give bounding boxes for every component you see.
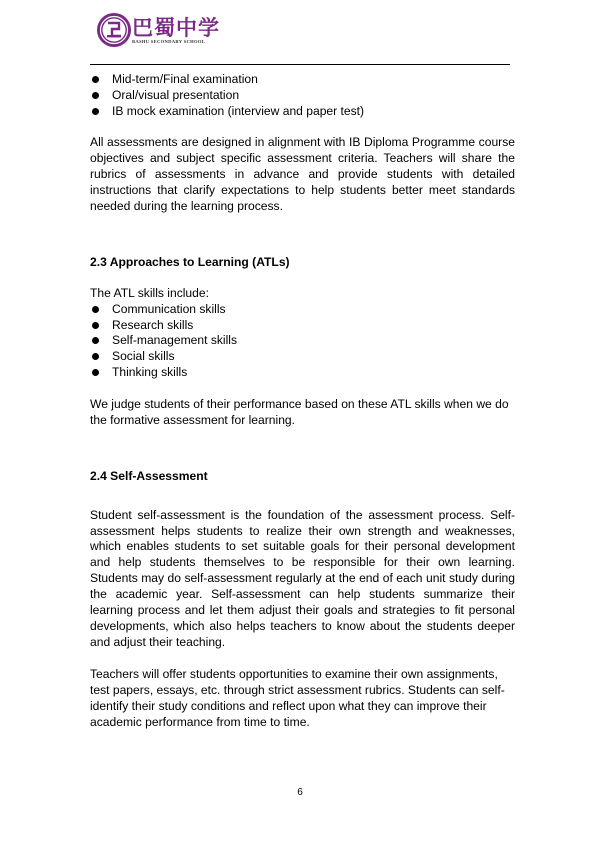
bullet-icon — [92, 353, 99, 360]
bullet-icon — [92, 76, 99, 83]
page-content — [90, 72, 515, 730]
list-item: Mid-term/Final examination — [90, 72, 515, 88]
list-item: Oral/visual presentation — [90, 88, 515, 104]
list-item: Communication skills — [90, 302, 515, 318]
bullet-icon — [92, 306, 99, 313]
list-item: IB mock examination (interview and paper test) — [90, 104, 515, 120]
atl-skills-list — [90, 302, 515, 381]
atl-judgement-paragraph: We judge students of their performance based on these ATL skills when we do the formative assessment for learning. — [90, 396, 509, 427]
header-divider — [90, 64, 510, 65]
bullet-icon — [92, 369, 99, 376]
list-item: Thinking skills — [90, 365, 515, 381]
logo-english-name: BASHU SECONDARY SCHOOL — [132, 39, 206, 44]
list-item: Social skills — [90, 349, 515, 365]
bullet-icon — [92, 337, 99, 344]
list-item: Self-management skills — [90, 333, 515, 349]
section-heading-atl: 2.3 Approaches to Learning (ATLs) — [90, 254, 290, 269]
bullet-icon — [92, 92, 99, 99]
assessment-alignment-paragraph: All assessments are designed in alignment with IB Diploma Programme course objectives and subject specific assessment criteria. Teachers will share the rubrics of assessments in advance and provide students with detailed instructions that clarify expectations to help students better meet standards needed during the learning process. — [90, 135, 515, 214]
assessment-list — [90, 72, 515, 119]
teachers-opportunities-paragraph: Teachers will offer students opportunities to examine their own assignments, test papers, essays, etc. through strict assessment rubrics. Students can self-identify their study conditions and reflect upon what they can improve their academic performance from time to time. — [90, 666, 505, 729]
bullet-icon — [92, 322, 99, 329]
logo-chinese-name: 巴蜀中学 — [132, 15, 220, 40]
page-number: 6 — [297, 787, 303, 798]
section-heading-self-assessment: 2.4 Self-Assessment — [90, 468, 208, 483]
bullet-icon — [92, 108, 99, 115]
atl-intro-text: The ATL skills include: — [90, 285, 209, 300]
school-logo — [96, 11, 220, 49]
self-assessment-paragraph: Student self-assessment is the foundation of the assessment process. Self-assessment helps students to realize their own strength and weaknesses, which enables students to set suitable goals for their personal development and help students themselves to be responsible for their own learning. Students may do self-assessment regularly at the end of each unit study during the academic year. Self-assessment can help students summarize their learning process and let them adjust their goals and strategies to fit personal developments, which also helps teachers to know about the students deeper and adjust their teaching. — [90, 507, 515, 649]
school-emblem-icon — [96, 12, 132, 48]
list-item: Research skills — [90, 318, 515, 334]
